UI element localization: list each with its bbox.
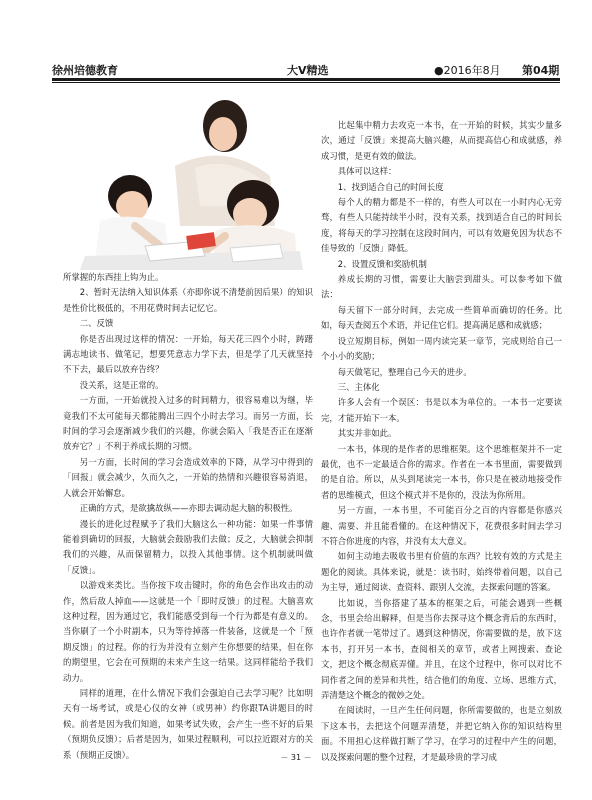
paragraph: 许多人会有一个误区：书是以本为单位的。一本书一定要读完，才能开始下一本。 <box>321 397 562 423</box>
left-column-text <box>63 270 313 763</box>
paragraph: 所掌握的东西挂上钩为止。 <box>63 272 164 282</box>
paragraph: 如何主动地去吸收书里有价值的东西？比较有效的方式是主题化的阅读。具体来说，就是：读书时，始终带着问题，以自己为主导，通过阅读、查资料、跟别人交流，去探索问题的答案。 <box>321 551 562 593</box>
paragraph: 每天留下一部分时间，去完成一些简单而确切的任务。比如，每天查阅五个术语，并记住它们。提高满足感和成就感； <box>321 304 562 331</box>
publication-name: 徐州培德教育 <box>52 64 118 77</box>
subheading: 2、设置反馈和奖励机制 <box>337 258 427 269</box>
issue-date: ●2016年8月 <box>434 64 501 77</box>
paragraph: 另一方面，一本书里，不可能百分之百的内容都是你感兴趣、需要、并且能看懂的。在这种情况下，花费很多时间去学习不符合你进度的内容，并没有太大意义。 <box>321 505 562 546</box>
header-rule-thin <box>52 82 560 83</box>
right-column-text <box>321 118 562 765</box>
paragraph: 正确的方式，是欲擒故纵——亦即去调动起大脑的积极性。 <box>79 503 298 514</box>
section-heading: 三、主体化 <box>337 381 380 392</box>
paragraph: 你是否出现过这样的情况：一开始，每天花三四个小时，踌躇满志地读书、做笔记，想要凭意志力学下去，但是学了几天就坚持不下去，最后以放弃告终？ <box>63 333 313 375</box>
paragraph: 在阅读时，一旦产生任何问题，你所需要做的，也是立刻放下这本书，去把这个问题弄清楚，并把它纳入你的知识结构里面。不用担心这样做打断了学习，在学习的过程中产生的问题，以及探索问题的整个过程，才是最珍贵的学习成 <box>321 705 562 762</box>
paragraph: 具体可以这样： <box>337 166 397 177</box>
paragraph: 2、暂时无法纳入知识体系（亦即你说不清楚前因后果）的知识是性价比极低的，不用花费时间去记忆它。 <box>63 287 313 313</box>
section-title: 大Ⅴ精选 <box>287 64 329 77</box>
paragraph: 养成长期的习惯，需要让大脑尝到甜头。可以参考如下做法： <box>321 274 562 300</box>
page-header <box>52 60 560 78</box>
paragraph: 漫长的进化过程赋予了我们大脑这么一种功能：如果一件事情能着到确切的回报，大脑就会鼓励我们去做；反之，大脑就会抑制我们的兴趣，从而保留精力，以投入其他事情。这个机制就叫做「反馈」。 <box>63 518 313 575</box>
subheading: 1、找到适合自己的时间长度 <box>337 181 444 192</box>
paragraph: 以游戏来类比。当你按下攻击键时，你的角色会作出攻击的动作，然后敌人掉血——这就是一个「即时反馈」的过程。大脑喜欢这种过程，因为通过它，我们能感受到每一个行为都是有意义的。当你刷了一个小时副本，只为等待掉落一件装备，这就是一个「预期反馈」的过程。你的行为并没有立刻产生你想要的结果，但在你的期望里，它会在可预期的未来产生这一结果。这同样能给予我们动力。 <box>63 580 313 683</box>
paragraph: 每天做笔记，整理自己今天的进步。 <box>337 366 472 377</box>
paragraph: 一方面，一开始就投入过多的时间精力，很容易难以为继，毕竟我们不太可能每天都能腾出三四个小时去学习。而另一方面，长时间的学习会逐渐减少我们的兴趣，你就会陷入「我是否正在逐渐放弃它？」不利于养成长期的习惯。 <box>63 395 313 452</box>
paragraph: 同样的道理，在什么情况下我们会强迫自己去学习呢？比如明天有一场考试，或是心仪的女神（或男神）约你跟TA讲题目的时候。前者是因为我们知道，如果考试失败，会产生一些不好的后果（预期负反馈）；后者是因为，如果过程顺利，可以拉近跟对方的关系（预期正反馈）。 <box>63 687 313 760</box>
paragraph: 设立短期目标，例如一周内读完某一章节，完成则给自己一个小小的奖励； <box>321 335 562 362</box>
paragraph: 没关系，这是正常的。 <box>79 379 164 390</box>
page-number: － 31 － <box>280 753 312 762</box>
paragraph: 一本书，体现的是作者的思维框架。这个思维框架并不一定最优，也不一定最适合你的需求。作者在一本书里面，需要做到的是自洽。所以，从头到尾读完一本书，你只是在被动地接受作者的思维模式，但这个模式并不是你的，没法为你所用。 <box>321 443 562 500</box>
paragraph: 其实并非如此。 <box>337 428 397 439</box>
section-heading: 二、反馈 <box>79 318 114 329</box>
children-studying-photo <box>75 96 305 270</box>
paragraph: 比如说，当你搭建了基本的框架之后，可能会遇到一些概念，书里会给出解释，但是当你去探寻这个概念背后的东西时，也许作者就一笔带过了。遇到这种情况，你需要做的是，放下这本书，打开另一本书，查阅相关的章节，或者上网搜索、查论文，把这个概念彻底弄懂。并且，在这个过程中，你可以对比不同作者之间的差异和共性，结合他们的角度、立场、思维方式，弄清楚这个概念的微妙之处。 <box>321 597 562 701</box>
header-rule <box>52 78 560 81</box>
paragraph: 每个人的精力都是不一样的，有些人可以在一小时内心无旁骛，有些人只能持续半小时，没有关系，找到适合自己的时间长度，将每天的学习控制在这段时间内，可以有效避免因为状态不佳导致的「反馈」降低。 <box>321 197 562 254</box>
paragraph: 另一方面，长时间的学习会造成效率的下降，从学习中得到的「回报」就会减少，久而久之，一开始的热情和兴趣很容易消退，人就会开始懈怠。 <box>63 456 313 498</box>
issue-number: 第04期 <box>522 64 560 77</box>
paragraph: 比起集中精力去攻克一本书，在一开始的时候，其实少量多次，通过「反馈」来提高大脑兴趣，从而提高信心和成就感，养成习惯，是更有效的做法。 <box>321 120 562 161</box>
